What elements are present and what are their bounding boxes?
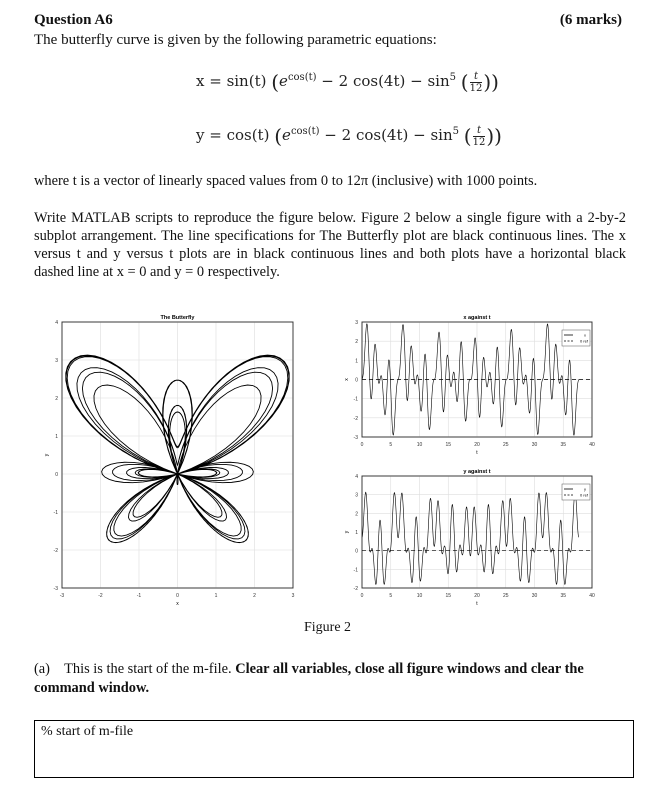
xt-x-tick-label: 35	[560, 442, 567, 448]
y-equation: y = cos(t) ($e^{cos(t)} - 2$ $\cos(4t) - \sin^5$ ( $\frac{t}{12}$ ))	[196, 124, 502, 148]
butterfly-x-tick-label: -1	[136, 593, 142, 599]
butterfly-ylabel: y	[44, 453, 50, 457]
yt-y-tick-label: -1	[353, 567, 358, 574]
part-a-bold: Clear all variables, close all figure windows and clear the command window.	[34, 661, 584, 696]
xt-y-tick-label: 1	[355, 358, 358, 365]
y-eq-power: 5	[452, 126, 459, 137]
yt-x-tick-label: 15	[445, 593, 452, 599]
xt-x-tick-label: 15	[445, 442, 452, 448]
xt-xlabel: t	[476, 450, 478, 456]
butterfly-x-tick-label: 2	[253, 593, 256, 599]
xt-y-tick-label: 0	[355, 377, 358, 384]
xt-legend-label-2: 0 ref	[579, 338, 588, 344]
x-equation: x = sin(t) ($e^{cos(t)} - 2$ $\cos(4t) - \sin^5$ ( $\frac{t}{12}$ ))	[196, 70, 499, 94]
yt-x-tick-label: 30	[531, 593, 538, 599]
xt-legend-label-1: x	[584, 332, 586, 338]
butterfly-y-tick-label: 2	[55, 396, 58, 402]
xt-y-tick-label: -1	[353, 396, 358, 403]
yt-x-tick-label: 40	[589, 593, 595, 599]
butterfly-x-tick-label: -2	[98, 593, 103, 599]
butterfly-y-tick-label: -1	[53, 510, 58, 516]
butterfly-y-tick-label: 3	[55, 358, 58, 364]
butterfly-y-tick-label: -2	[53, 548, 58, 554]
instructions: Write MATLAB scripts to reproduce the figure below. Figure 2 below a single figure with a 2-by-2 subplot arrangement. The line specifications for The Butterfly plot are black continuous lines. The x versus t and y versus t plots are in black continuous lines and both plots have a horizontal black dashed line at x = 0 and y = 0 respectively.	[34, 210, 626, 280]
yt-y-tick-label: -2	[353, 586, 358, 592]
xt-y-tick-label: -2	[353, 415, 358, 422]
yt-x-tick-label: 25	[502, 593, 509, 599]
xt-x-tick-label: 5	[389, 442, 393, 448]
butterfly-x-tick-label: -3	[59, 593, 65, 599]
part-a	[34, 660, 626, 698]
yt-x-tick-label: 35	[560, 593, 567, 599]
xt-x-tick-label: 10	[416, 442, 423, 448]
xt-x-tick-label: 40	[589, 442, 595, 448]
question-marks: (6 marks)	[559, 12, 622, 28]
xt-y-tick-label: 2	[355, 339, 358, 346]
yt-y-tick-label: 0	[355, 548, 358, 555]
yt-x-tick-label: 5	[389, 593, 393, 599]
x-eq-lhs: x = sin(t)	[196, 72, 267, 90]
x-eq-power: 5	[449, 72, 456, 83]
yt-xlabel: t	[476, 601, 478, 607]
xt-y-tick-label: -3	[353, 435, 358, 441]
y-eq-exp-sup: cos(t)	[290, 126, 320, 137]
butterfly-y-tick-label: 0	[55, 472, 58, 478]
y-vs-t-subplot	[344, 469, 595, 607]
y-eq-exp: e	[282, 126, 291, 144]
xt-title: x against t	[463, 315, 491, 321]
xt-x-tick-label: 30	[531, 442, 538, 448]
yt-x-tick-label: 10	[416, 593, 423, 599]
butterfly-title: The Butterfly	[160, 315, 195, 321]
xt-y-tick-label: 3	[355, 320, 358, 326]
butterfly-x-tick-label: 1	[214, 593, 218, 599]
butterfly-x-tick-label: 3	[291, 593, 295, 599]
m-file-answer-box[interactable]	[34, 720, 634, 778]
xt-x-tick-label: 20	[474, 442, 480, 448]
yt-y-tick-label: 4	[355, 474, 358, 480]
figure-caption: Figure 2	[304, 620, 352, 635]
yt-x-tick-label: 20	[474, 593, 480, 599]
x-eq-exp-sup: cos(t)	[287, 72, 317, 83]
yt-legend-label-1: y	[584, 486, 586, 492]
code-box-text: % start of m-file	[41, 724, 134, 739]
yt-title: y against t	[463, 469, 491, 475]
part-a-label: (a)	[34, 661, 50, 677]
part-a-text: This is the start of the m-file.	[64, 661, 232, 677]
yt-ylabel: y	[344, 530, 350, 534]
y-eq-fraction: $\frac{t}{12}$	[472, 124, 486, 148]
x-eq-exp: e	[279, 72, 288, 90]
xt-ylabel: x	[344, 378, 350, 381]
yt-x-tick-label: 0	[360, 593, 364, 599]
xt-x-tick-label: 25	[502, 442, 509, 448]
x-eq-middle: − 2 cos(4t) − sin	[321, 72, 450, 90]
where-line: where t is a vector of linearly spaced values from 0 to 12π (inclusive) with 1000 points.	[34, 173, 538, 189]
y-eq-lhs: y = cos(t)	[196, 126, 270, 144]
x-eq-fraction: $\frac{t}{12}$	[469, 70, 483, 94]
butterfly-y-tick-label: 4	[55, 320, 58, 326]
yt-y-tick-label: 2	[355, 511, 358, 518]
yt-legend-label-2: 0 ref	[579, 492, 588, 498]
question-title: Question A6	[34, 12, 113, 28]
question-intro: The butterfly curve is given by the following parametric equations:	[34, 32, 437, 48]
yt-y-tick-label: 3	[355, 492, 358, 499]
butterfly-y-tick-label: 1	[55, 434, 58, 440]
yt-y-tick-label: 1	[355, 530, 358, 536]
butterfly-y-tick-label: -3	[53, 586, 58, 592]
butterfly-subplot	[44, 315, 295, 607]
xt-x-tick-label: 0	[360, 442, 364, 448]
y-eq-middle: − 2 cos(4t) − sin	[324, 126, 453, 144]
butterfly-xlabel: x	[176, 601, 179, 607]
butterfly-x-tick-label: 0	[176, 593, 179, 599]
x-vs-t-subplot	[344, 315, 595, 456]
